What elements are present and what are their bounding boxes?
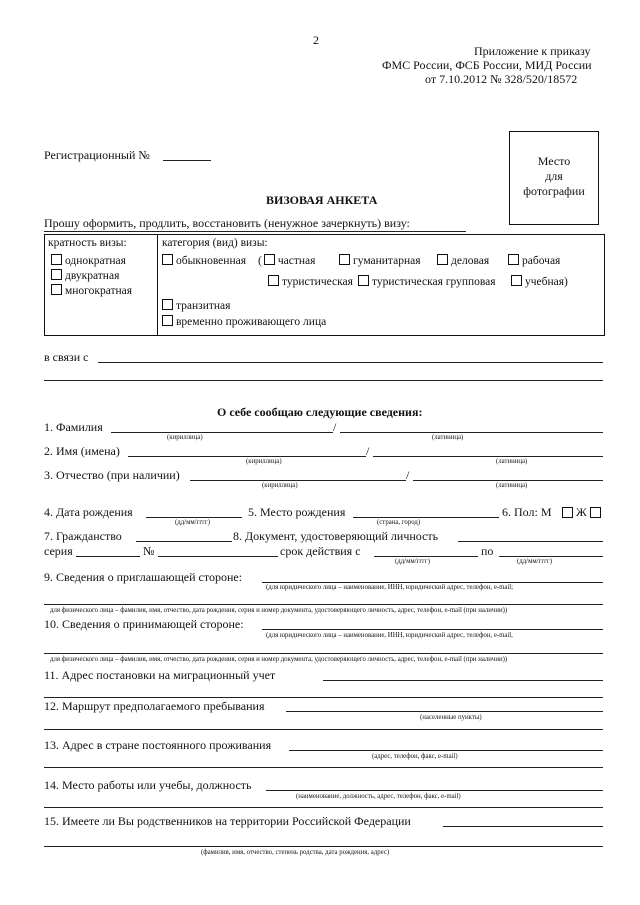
inviting-party-field[interactable]: [262, 582, 603, 583]
reason-field-2[interactable]: [44, 380, 603, 381]
option-transit[interactable]: транзитная: [162, 299, 230, 312]
host-party-field-2[interactable]: [44, 653, 603, 654]
patronymic-hint-lat: (латиница): [496, 482, 528, 489]
birthplace-field[interactable]: [353, 517, 499, 518]
option-business[interactable]: деловая: [437, 254, 489, 267]
form-title: ВИЗОВАЯ АНКЕТА: [266, 193, 378, 207]
sex-label: 6. Пол: М: [502, 505, 552, 519]
birthplace-hint: (страна, город): [377, 519, 421, 526]
migration-address-label: 11. Адрес постановки на миграционный учет: [44, 668, 276, 682]
header-line-1: Приложение к приказу: [474, 44, 591, 58]
doc-validity-from-field[interactable]: [374, 556, 478, 557]
checkbox-icon: [51, 284, 62, 295]
doc-validity-to-field[interactable]: [499, 556, 603, 557]
inviting-party-field-2[interactable]: [44, 604, 603, 605]
category-label: категория (вид) визы:: [162, 237, 268, 249]
route-field-2[interactable]: [44, 729, 603, 730]
workplace-hint: (наименование, должность, адрес, телефон, факс, e-mail): [296, 793, 461, 800]
route-field[interactable]: [286, 711, 603, 712]
name-hint-cyr: (кириллица): [246, 458, 282, 465]
inviting-party-label: 9. Сведения о приглашающей стороне:: [44, 570, 243, 584]
registration-label: Регистрационный №: [44, 148, 150, 162]
host-party-label: 10. Сведения о принимающей стороне:: [44, 617, 244, 631]
option-study[interactable]: учебная): [511, 275, 568, 288]
photo-box: [509, 131, 599, 225]
home-address-field[interactable]: [289, 750, 603, 751]
id-document-label: 8. Документ, удостоверяющий личность: [233, 529, 439, 543]
sex-male-checkbox[interactable]: [562, 507, 573, 518]
option-humanitarian[interactable]: гуманитарная: [339, 254, 421, 267]
checkbox-icon: [358, 275, 369, 286]
name-cyr-field[interactable]: [128, 456, 366, 457]
surname-hint-cyr: (кириллица): [167, 434, 203, 441]
reason-field[interactable]: [98, 362, 603, 363]
option-tourist-group[interactable]: туристическая групповая: [358, 275, 496, 288]
relatives-label: 15. Имеете ли Вы родственников на территории Российской Федерации: [44, 814, 411, 828]
patronymic-cyr-field[interactable]: [190, 480, 406, 481]
checkbox-icon: [437, 254, 448, 265]
doc-number-field[interactable]: [158, 556, 278, 557]
checkbox-icon: [268, 275, 279, 286]
home-address-field-2[interactable]: [44, 767, 603, 768]
migration-address-field-2[interactable]: [44, 697, 603, 698]
name-hint-lat: (латиница): [496, 458, 528, 465]
request-text: Прошу оформить, продлить, восстановить (ненужное зачеркнуть) визу:: [44, 216, 410, 230]
registration-field[interactable]: [163, 160, 211, 161]
relatives-field[interactable]: [443, 826, 603, 827]
birthdate-label: 4. Дата рождения: [44, 505, 133, 519]
patronymic-slash: /: [406, 468, 410, 482]
surname-cyr-field[interactable]: [111, 432, 333, 433]
reason-label: в связи с: [44, 350, 89, 364]
visa-type-divider: [157, 234, 158, 335]
option-work[interactable]: рабочая: [508, 254, 560, 267]
surname-label: 1. Фамилия: [44, 420, 103, 434]
checkbox-icon: [508, 254, 519, 265]
id-document-field[interactable]: [458, 541, 603, 542]
workplace-field[interactable]: [266, 790, 603, 791]
doc-number-label: №: [143, 544, 155, 558]
patronymic-lat-field[interactable]: [413, 480, 603, 481]
relatives-field-2[interactable]: [44, 846, 603, 847]
workplace-label: 14. Место работы или учебы, должность: [44, 778, 252, 792]
section-title: О себе сообщаю следующие сведения:: [217, 405, 423, 419]
sex-female-label: Ж: [576, 505, 587, 519]
host-party-hint-1: (для юридического лица – наименование, ИНН, юридический адрес, телефон, e-mail,: [266, 632, 513, 639]
doc-series-label: серия: [44, 544, 73, 558]
surname-lat-field[interactable]: [340, 432, 603, 433]
home-address-hint: (адрес, телефон, факс, e-mail): [372, 753, 458, 760]
checkbox-icon: [264, 254, 275, 265]
checkbox-icon: [162, 315, 173, 326]
relatives-hint: (фамилия, имя, отчество, степень родства, дата рождения, адрес): [201, 849, 390, 856]
patronymic-hint-cyr: (кириллица): [262, 482, 298, 489]
inviting-party-hint-2: для физического лица – фамилия, имя, отчество, дата рождения, серия и номер документа, удостоверяющего личность, адрес, телефон, e-mail (при наличии)): [50, 607, 508, 614]
birthdate-hint: (дд/мм/гггг): [175, 519, 210, 526]
checkbox-icon: [511, 275, 522, 286]
surname-hint-lat: (латиница): [432, 434, 464, 441]
doc-to-label: по: [481, 544, 494, 558]
surname-slash: /: [333, 420, 337, 434]
birthdate-field[interactable]: [146, 517, 242, 518]
host-party-hint-2: для физического лица – фамилия, имя, отчество, дата рождения, серия и номер документа, удостоверяющего личность, адрес, телефон, e-mail (при наличии)): [50, 656, 508, 663]
page-number: 2: [313, 33, 319, 47]
checkbox-icon: [162, 254, 173, 265]
checkbox-icon: [339, 254, 350, 265]
doc-validity-label: срок действия с: [280, 544, 361, 558]
multiplicity-label: кратность визы:: [48, 237, 127, 249]
route-hint: (населенные пункты): [420, 714, 482, 721]
doc-to-hint: (дд/мм/гггг): [517, 558, 552, 565]
name-label: 2. Имя (имена): [44, 444, 120, 458]
header-line-2: ФМС России, ФСБ России, МИД России: [382, 58, 592, 72]
option-single[interactable]: однократная: [51, 254, 126, 267]
workplace-field-2[interactable]: [44, 807, 603, 808]
photo-line-3: фотографии: [523, 184, 585, 198]
name-lat-field[interactable]: [373, 456, 603, 457]
birthplace-label: 5. Место рождения: [248, 505, 346, 519]
inviting-party-hint-1: (для юридического лица – наименование, ИНН, юридический адрес, телефон, e-mail;: [266, 584, 514, 591]
photo-line-1: Место: [537, 154, 571, 168]
option-tourist[interactable]: туристическая: [268, 275, 353, 288]
option-temporary-resident[interactable]: временно проживающего лица: [162, 315, 326, 328]
checkbox-icon: [162, 299, 173, 310]
header-line-3: от 7.10.2012 № 328/520/18572: [425, 72, 578, 86]
request-underline: [44, 231, 466, 232]
option-ordinary[interactable]: обыкновенная: [162, 254, 246, 267]
citizenship-label: 7. Гражданство: [44, 529, 122, 543]
route-label: 12. Маршрут предполагаемого пребывания: [44, 699, 265, 713]
citizenship-field[interactable]: [136, 541, 232, 542]
option-multiple[interactable]: многократная: [51, 284, 132, 297]
doc-from-hint: (дд/мм/гггг): [395, 558, 430, 565]
option-double[interactable]: двукратная: [51, 269, 119, 282]
photo-line-2: для: [545, 169, 563, 183]
checkbox-icon: [51, 269, 62, 280]
home-address-label: 13. Адрес в стране постоянного проживания: [44, 738, 272, 752]
checkbox-icon: [51, 254, 62, 265]
patronymic-label: 3. Отчество (при наличии): [44, 468, 180, 482]
sex-female-checkbox[interactable]: [590, 507, 601, 518]
name-slash: /: [366, 444, 370, 458]
option-private[interactable]: ( частная: [258, 255, 316, 267]
host-party-field[interactable]: [262, 629, 603, 630]
doc-series-field[interactable]: [76, 556, 140, 557]
migration-address-field[interactable]: [323, 680, 603, 681]
